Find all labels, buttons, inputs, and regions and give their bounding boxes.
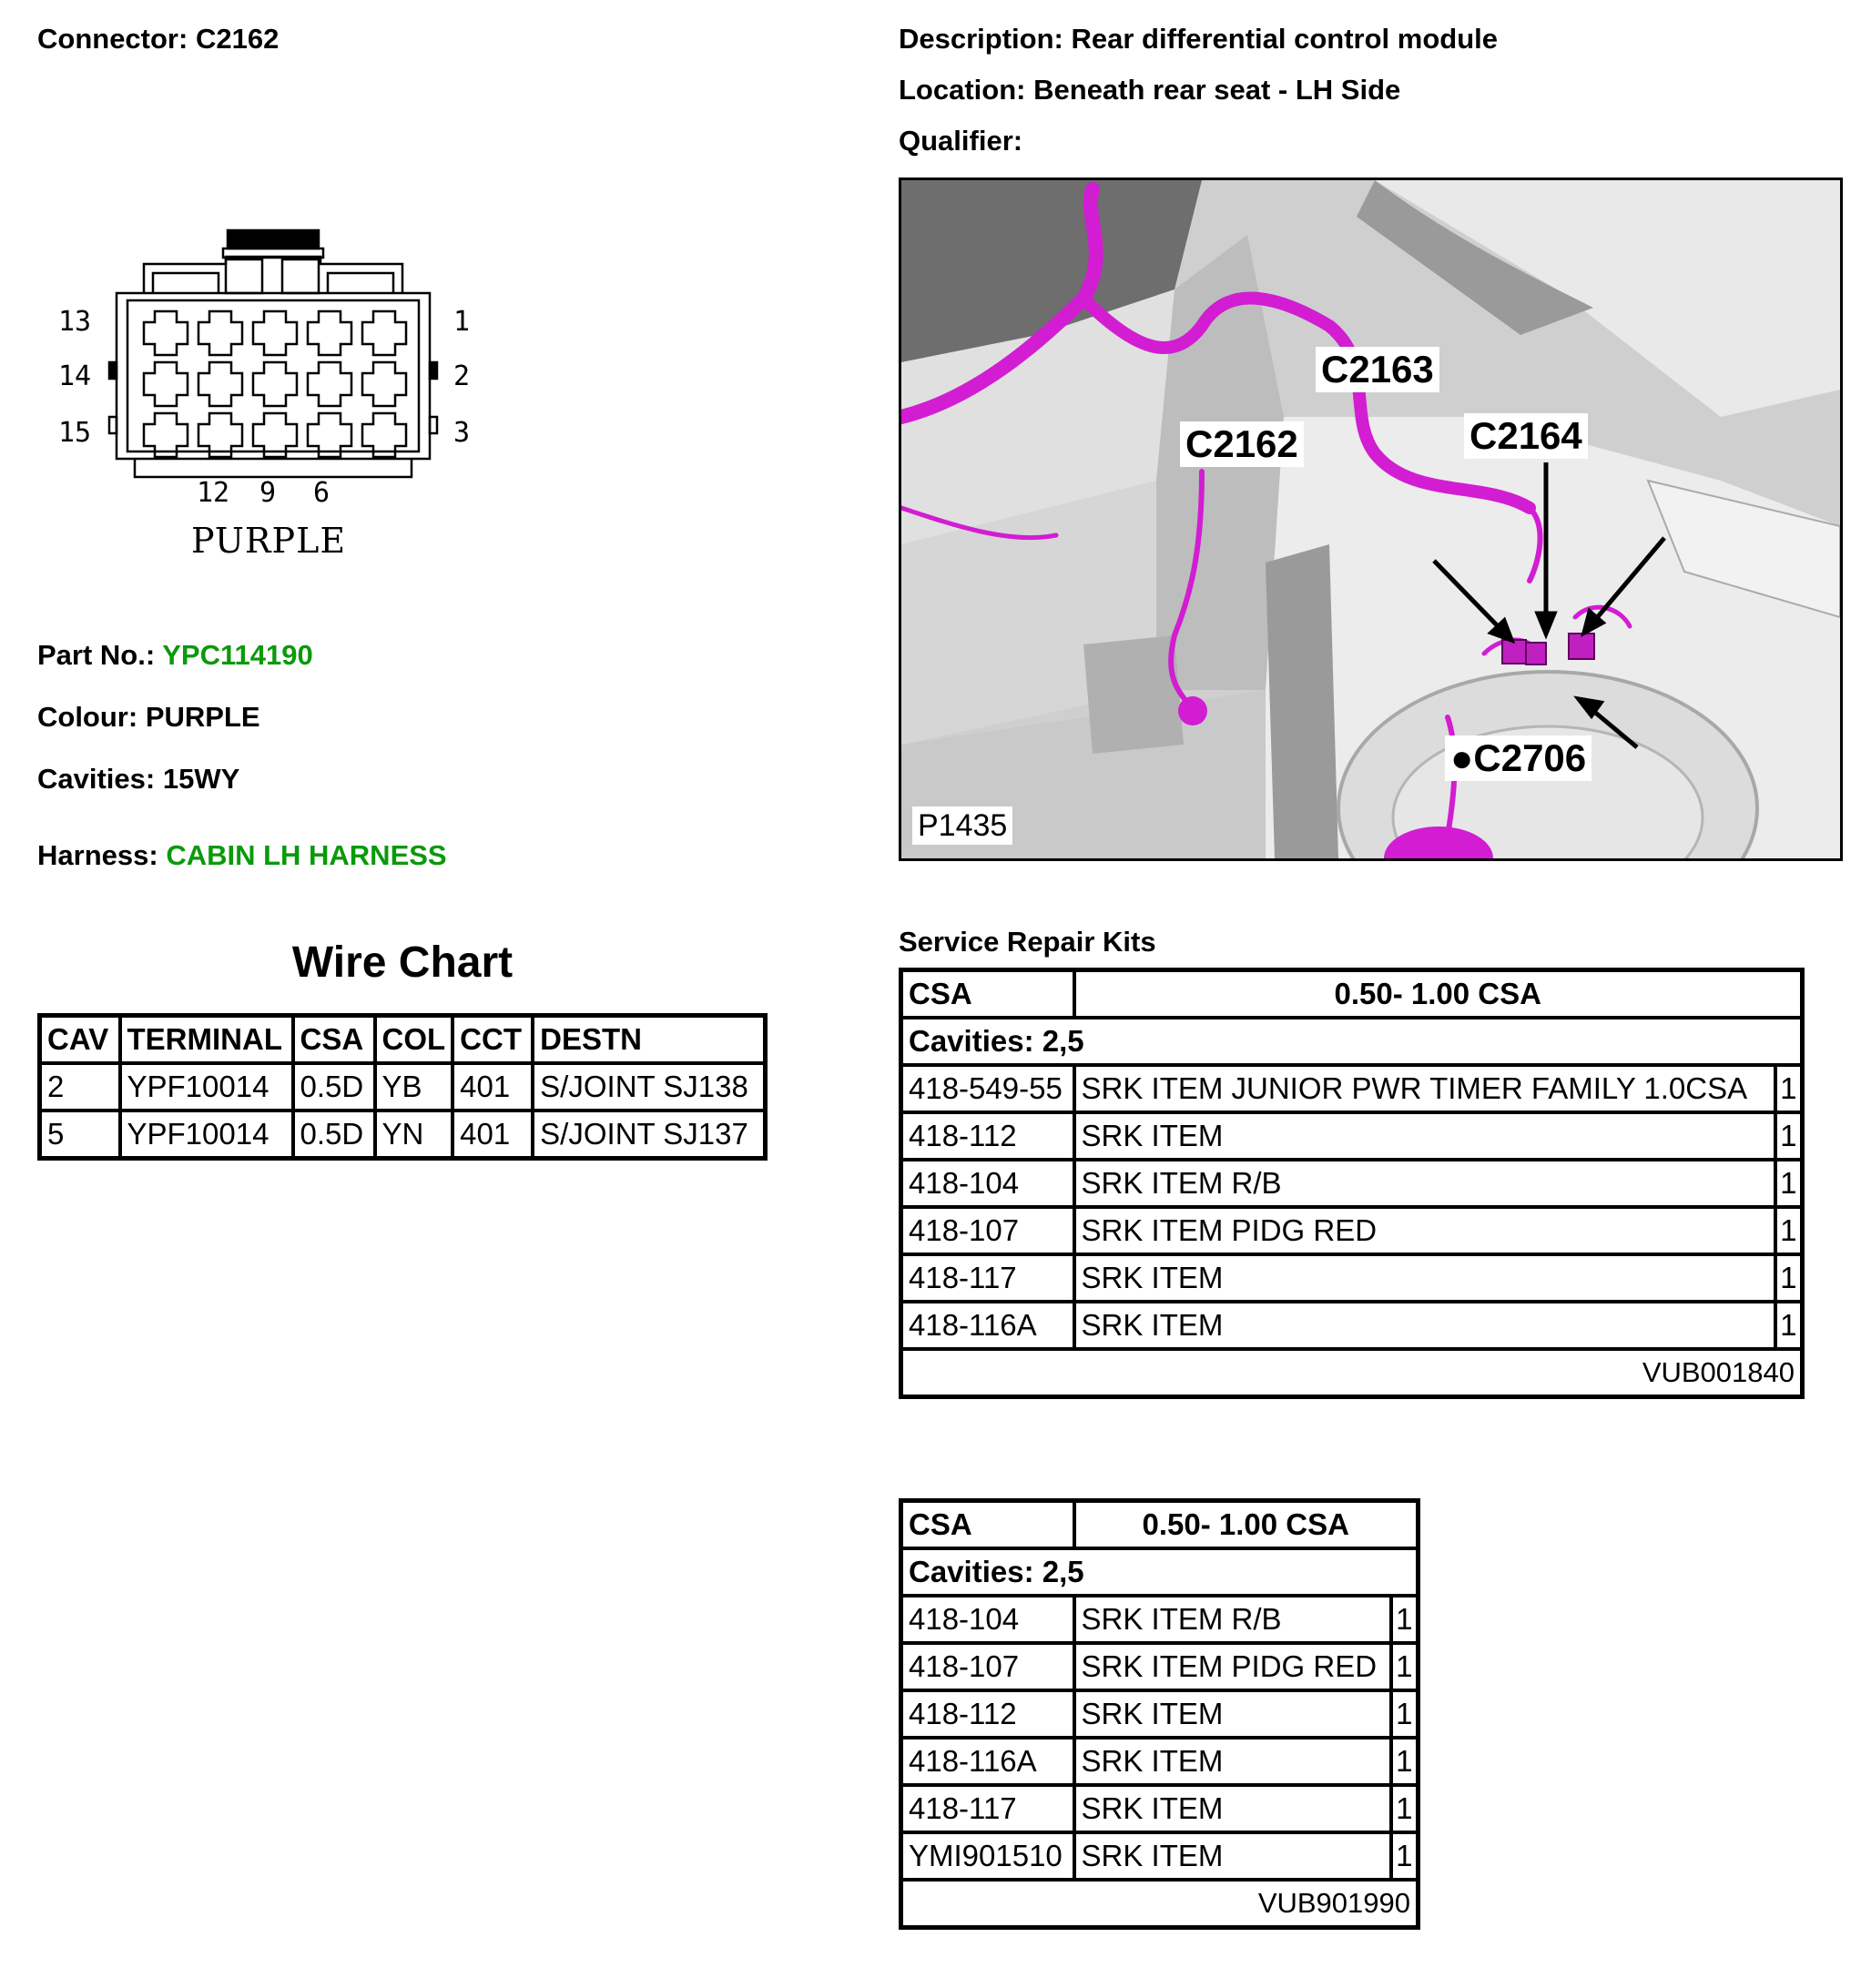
col-csa: CSA [293, 1016, 375, 1064]
srk-qty: 1 [1775, 1160, 1803, 1207]
srk-csa-label: CSA [901, 970, 1074, 1019]
location-value: Beneath rear seat - LH Side [1033, 74, 1401, 106]
table-row [901, 1832, 1419, 1880]
srk-qty: 1 [1391, 1690, 1419, 1738]
part-no-label: Part No.: [37, 639, 156, 671]
wire-chart-header-row [40, 1016, 766, 1064]
col-cct: CCT [453, 1016, 533, 1064]
srk-code-row [901, 1349, 1803, 1397]
srk-cavities: Cavities: 2,5 [901, 1548, 1419, 1596]
srk-table-1 [899, 968, 1805, 1399]
pin-label-14: 14 [58, 360, 92, 392]
qualifier-label: Qualifier: [899, 125, 1023, 157]
cavity [362, 362, 406, 406]
srk-part: 418-116A [901, 1738, 1074, 1785]
srk-qty: 1 [1775, 1254, 1803, 1302]
cell-cct: 401 [453, 1111, 533, 1159]
cell-cav: 2 [40, 1063, 120, 1111]
location-photo [899, 178, 1843, 861]
colour-label: Colour: [37, 701, 138, 733]
cell-csa: 0.5D [293, 1063, 375, 1111]
callout-c2706-label: C2706 [1473, 736, 1587, 779]
col-terminal: TERMINAL [120, 1016, 293, 1064]
srk-qty: 1 [1775, 1207, 1803, 1254]
bullet-dot-icon: ● [1450, 736, 1474, 779]
srk-qty: 1 [1391, 1738, 1419, 1785]
cell-destn: S/JOINT SJ138 [533, 1063, 765, 1111]
description-line [899, 23, 1498, 56]
col-col: COL [375, 1016, 453, 1064]
pin-label-2: 2 [453, 360, 471, 392]
vehicle-floor-illustration [901, 180, 1840, 858]
srk-desc: SRK ITEM JUNIOR PWR TIMER FAMILY 1.0CSA [1074, 1065, 1775, 1112]
col-destn: DESTN [533, 1016, 765, 1064]
cavity [308, 362, 351, 406]
srk-qty: 1 [1775, 1065, 1803, 1112]
srk-part: 418-112 [901, 1690, 1074, 1738]
pin-label-6: 6 [313, 477, 331, 509]
connector-value: C2162 [195, 23, 280, 55]
colour-line [37, 701, 260, 734]
cell-destn: S/JOINT SJ137 [533, 1111, 765, 1159]
srk-part: 418-104 [901, 1160, 1074, 1207]
harness-label: Harness: [37, 839, 158, 871]
pin-label-12: 12 [197, 477, 230, 509]
cavity-grid [144, 311, 406, 457]
figure-id: P1435 [912, 806, 1012, 845]
cavity [198, 362, 242, 406]
srk-cavities: Cavities: 2,5 [901, 1018, 1803, 1065]
cell-terminal: YPF10014 [120, 1111, 293, 1159]
callout-c2706 [1445, 735, 1592, 781]
table-row [901, 1065, 1803, 1112]
colour-value: PURPLE [145, 701, 260, 733]
cell-terminal: YPF10014 [120, 1063, 293, 1111]
srk-desc: SRK ITEM [1074, 1690, 1391, 1738]
srk-csa-row [901, 1501, 1419, 1549]
srk-cavities-row [901, 1018, 1803, 1065]
table-row [40, 1111, 766, 1159]
srk-part: 418-107 [901, 1643, 1074, 1690]
srk-desc: SRK ITEM [1074, 1302, 1775, 1349]
description-label: Description: [899, 23, 1063, 55]
srk-part: 418-117 [901, 1254, 1074, 1302]
srk-desc: SRK ITEM [1074, 1254, 1775, 1302]
srk-code-row [901, 1880, 1419, 1928]
col-cav: CAV [40, 1016, 120, 1064]
table-row [901, 1254, 1803, 1302]
pin-label-9: 9 [259, 477, 277, 509]
cell-cav: 5 [40, 1111, 120, 1159]
srk-table-2 [899, 1498, 1420, 1930]
callout-c2163: C2163 [1316, 347, 1439, 392]
srk-part: 418-549-55 [901, 1065, 1074, 1112]
cavity [308, 311, 351, 355]
srk-qty: 1 [1391, 1785, 1419, 1832]
srk-desc: SRK ITEM [1074, 1738, 1391, 1785]
srk-desc: SRK ITEM R/B [1074, 1596, 1391, 1643]
table-row [901, 1690, 1419, 1738]
srk-qty: 1 [1775, 1302, 1803, 1349]
srk-desc: SRK ITEM [1074, 1112, 1775, 1160]
location-label: Location: [899, 74, 1026, 106]
part-no-line [37, 639, 313, 672]
cavity [198, 311, 242, 355]
srk-qty: 1 [1391, 1643, 1419, 1690]
cavity [144, 311, 188, 355]
srk-qty: 1 [1391, 1832, 1419, 1880]
connector-label: Connector: [37, 23, 188, 55]
srk-desc: SRK ITEM [1074, 1832, 1391, 1880]
srk-part: 418-116A [901, 1302, 1074, 1349]
pin-label-3: 3 [453, 417, 471, 449]
srk-kit-code: VUB901990 [901, 1880, 1419, 1928]
srk-part: 418-112 [901, 1112, 1074, 1160]
cavity [253, 362, 297, 406]
srk-desc: SRK ITEM PIDG RED [1074, 1643, 1391, 1690]
callout-c2162: C2162 [1180, 421, 1304, 467]
pin-label-15: 15 [58, 417, 92, 449]
cell-col: YN [375, 1111, 453, 1159]
cavities-label: Cavities: [37, 763, 156, 795]
cavities-value: 15WY [162, 763, 240, 795]
wire-chart-table [37, 1013, 768, 1161]
table-row [901, 1112, 1803, 1160]
table-row [901, 1643, 1419, 1690]
description-value: Rear differential control module [1071, 23, 1498, 55]
cavities-line [37, 763, 239, 796]
cavity [253, 311, 297, 355]
table-row [901, 1207, 1803, 1254]
connector-colour-caption: PURPLE [191, 521, 347, 561]
srk-kit-code: VUB001840 [901, 1349, 1803, 1397]
table-row [40, 1063, 766, 1111]
wire-chart-title: Wire Chart [291, 938, 514, 987]
callout-c2164: C2164 [1464, 413, 1588, 459]
cavity [144, 362, 188, 406]
pin-label-1: 1 [453, 306, 471, 338]
cavity [362, 311, 406, 355]
table-row [901, 1596, 1419, 1643]
srk-csa-value: 0.50- 1.00 CSA [1074, 970, 1803, 1019]
cell-csa: 0.5D [293, 1111, 375, 1159]
table-row [901, 1160, 1803, 1207]
srk-csa-row [901, 970, 1803, 1019]
srk-qty: 1 [1775, 1112, 1803, 1160]
connector-heading [37, 23, 279, 56]
srk-csa-label: CSA [901, 1501, 1074, 1549]
table-row [901, 1302, 1803, 1349]
srk-cavities-row [901, 1548, 1419, 1596]
cell-col: YB [375, 1063, 453, 1111]
srk-title: Service Repair Kits [899, 926, 1156, 958]
table-row [901, 1738, 1419, 1785]
srk-qty: 1 [1391, 1596, 1419, 1643]
srk-desc: SRK ITEM PIDG RED [1074, 1207, 1775, 1254]
srk-part: 418-104 [901, 1596, 1074, 1643]
srk-part: YMI901510 [901, 1832, 1074, 1880]
srk-desc: SRK ITEM R/B [1074, 1160, 1775, 1207]
qualifier-line [899, 125, 1022, 157]
srk-part: 418-107 [901, 1207, 1074, 1254]
harness-line [37, 839, 447, 872]
table-row [901, 1785, 1419, 1832]
cell-cct: 401 [453, 1063, 533, 1111]
srk-part: 418-117 [901, 1785, 1074, 1832]
part-no-link[interactable]: YPC114190 [162, 639, 313, 671]
pin-label-13: 13 [58, 306, 92, 338]
srk-desc: SRK ITEM [1074, 1785, 1391, 1832]
srk-csa-value: 0.50- 1.00 CSA [1074, 1501, 1419, 1549]
harness-link[interactable]: CABIN LH HARNESS [166, 839, 447, 871]
location-line [899, 74, 1400, 106]
